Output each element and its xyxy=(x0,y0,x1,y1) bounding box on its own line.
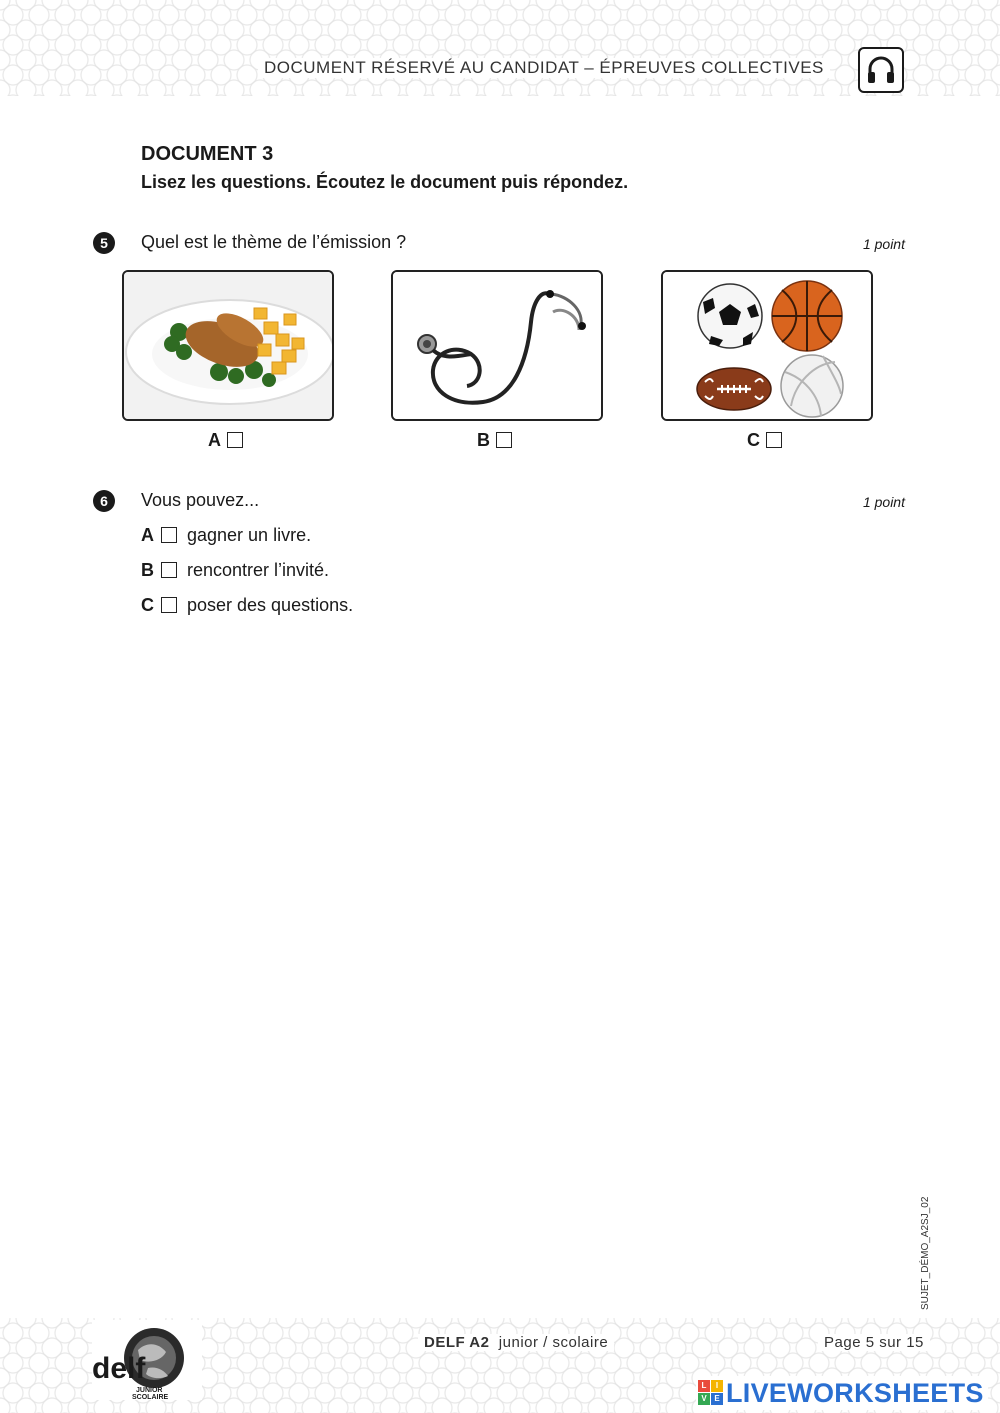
liveworksheets-logo-icon: L I V E xyxy=(698,1380,724,1406)
document-title: DOCUMENT 3 xyxy=(141,143,274,165)
option-b-letter: B xyxy=(477,430,490,450)
question-5-points: 1 point xyxy=(862,236,905,252)
svg-text:SCOLAIRE: SCOLAIRE xyxy=(132,1394,169,1400)
delf-logo xyxy=(92,1320,202,1400)
question-6-number: 6 xyxy=(93,490,115,512)
answer-c-checkbox[interactable] xyxy=(161,597,177,613)
option-c-checkbox[interactable] xyxy=(766,432,782,448)
option-c-letter: C xyxy=(747,430,760,450)
option-c-image xyxy=(661,270,873,421)
footer-exam-level: DELF A2 xyxy=(424,1334,490,1351)
option-b-checkbox[interactable] xyxy=(496,432,512,448)
option-a-image xyxy=(122,270,334,421)
answer-a-letter: A xyxy=(141,525,154,545)
answer-b-letter: B xyxy=(141,560,154,580)
document-instruction: Lisez les questions. Écoutez le document puis répondez. xyxy=(141,172,629,192)
option-a-letter: A xyxy=(208,430,221,450)
header-pattern xyxy=(0,0,1000,96)
answer-b[interactable] xyxy=(141,560,329,581)
option-a-checkbox[interactable] xyxy=(227,432,243,448)
option-b-choice[interactable] xyxy=(477,430,512,451)
answer-a[interactable] xyxy=(141,525,311,546)
footer-exam xyxy=(418,1334,614,1351)
question-6-points: 1 point xyxy=(862,494,905,510)
answer-b-checkbox[interactable] xyxy=(161,562,177,578)
footer-exam-type: junior / scolaire xyxy=(498,1334,609,1351)
side-code: SUJET_DÉMO_A2SJ_02 xyxy=(920,1196,931,1310)
answer-b-text: rencontrer l’invité. xyxy=(187,560,330,580)
answer-c-text: poser des questions. xyxy=(187,595,354,615)
answer-a-checkbox[interactable] xyxy=(161,527,177,543)
footer-page-number: Page 5 sur 15 xyxy=(818,1334,930,1351)
question-5-text: Quel est le thème de l’émission ? xyxy=(141,232,407,252)
svg-text:JUNIOR: JUNIOR xyxy=(136,1387,163,1394)
sports-balls-icon xyxy=(663,272,873,421)
answer-c-letter: C xyxy=(141,595,154,615)
stethoscope-icon xyxy=(393,272,603,421)
option-c-choice[interactable] xyxy=(747,430,782,451)
question-6-text: Vous pouvez... xyxy=(141,490,260,510)
option-b-image xyxy=(391,270,603,421)
svg-text:delf: delf xyxy=(92,1352,146,1385)
liveworksheets-brand[interactable] xyxy=(696,1376,988,1410)
answer-a-text: gagner un livre. xyxy=(187,525,312,545)
headphones-icon xyxy=(858,47,904,93)
question-5-number: 5 xyxy=(93,232,115,254)
answer-c[interactable] xyxy=(141,595,353,616)
header-title: DOCUMENT RÉSERVÉ AU CANDIDAT – ÉPREUVES COLLECTIVES xyxy=(258,58,830,78)
food-plate-icon xyxy=(124,272,334,421)
liveworksheets-wordmark: LIVEWORKSHEETS xyxy=(726,1377,984,1408)
option-a-choice[interactable] xyxy=(208,430,243,451)
delf-logo-icon xyxy=(92,1320,202,1400)
